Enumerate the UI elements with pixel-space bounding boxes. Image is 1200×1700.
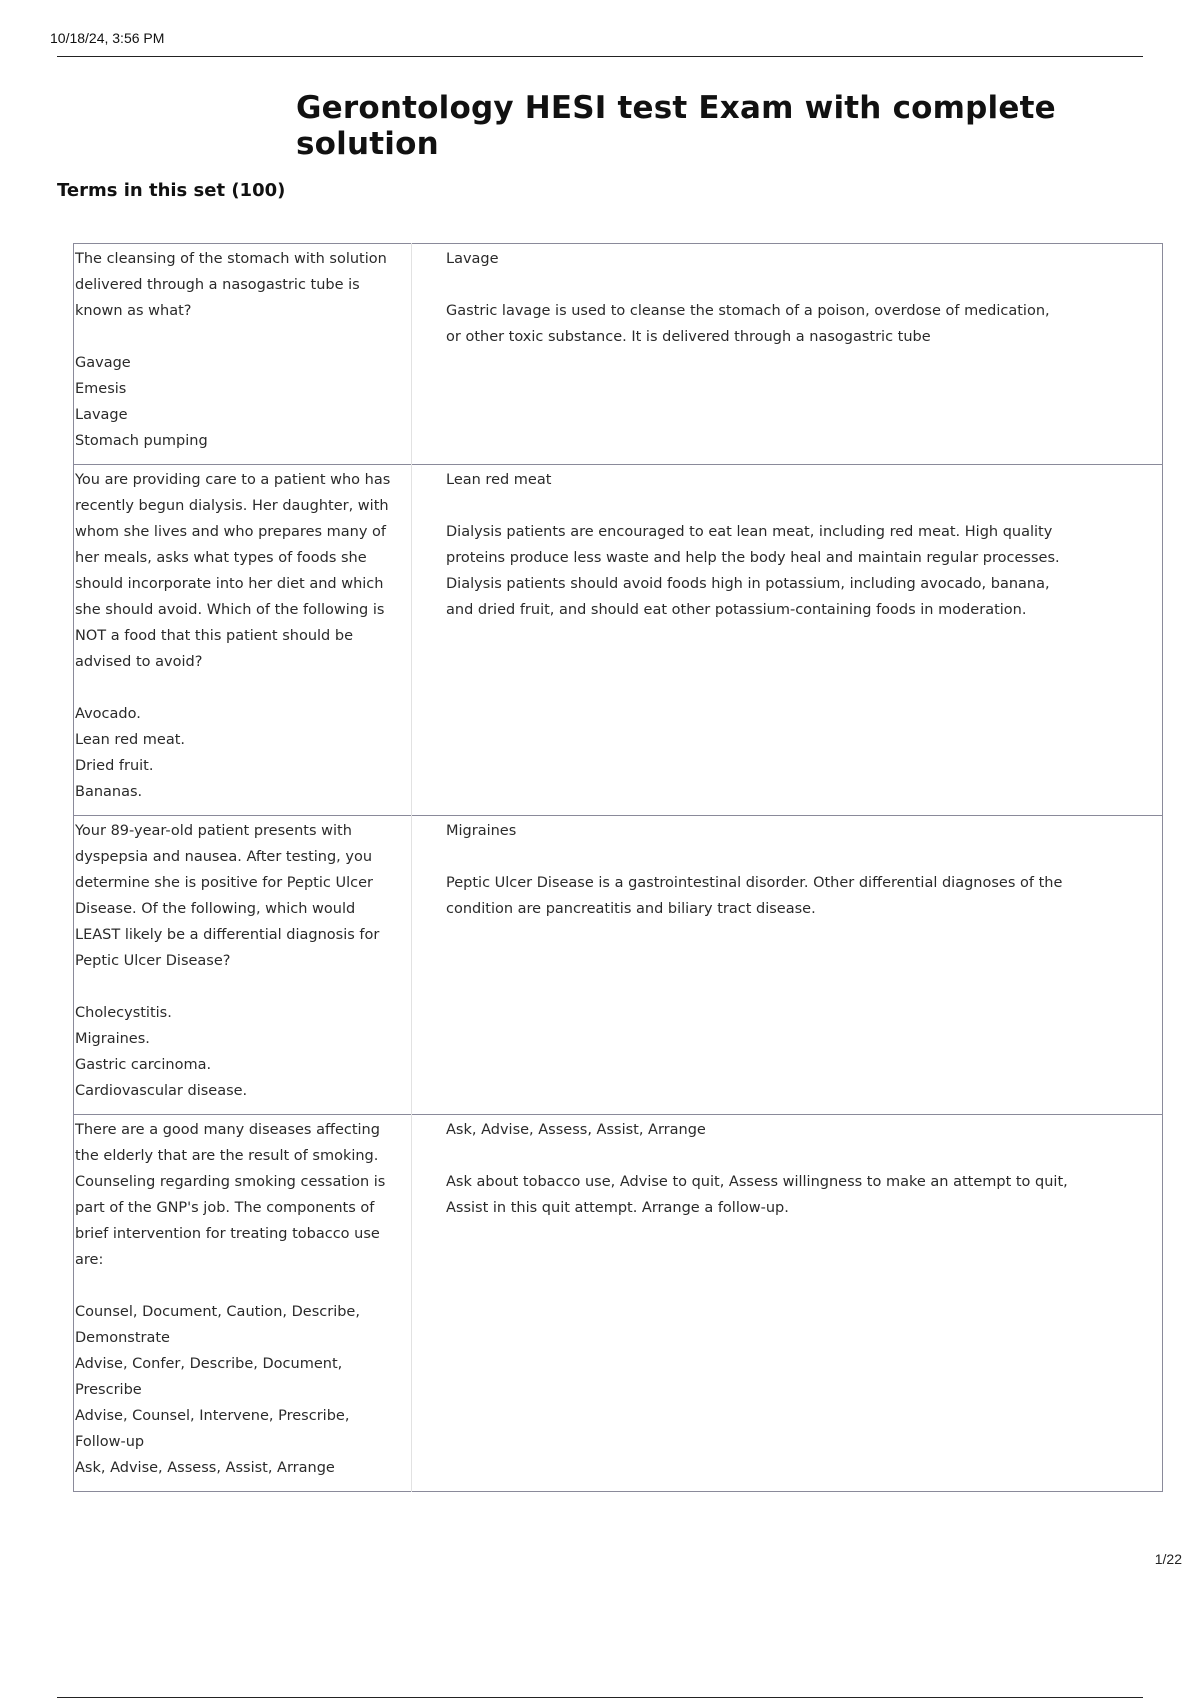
question-text: There are a good many diseases affecting <box>75 1122 380 1138</box>
answer-option: Advise, Confer, Describe, Document, <box>75 1356 343 1372</box>
flashcard-row <box>74 816 1163 1115</box>
term-cell <box>74 1115 412 1492</box>
page-number: 1/22 <box>1154 1551 1182 1567</box>
answer-option: Prescribe <box>75 1382 142 1398</box>
flashcard-list <box>74 244 1163 1492</box>
spacer <box>75 324 411 350</box>
correct-answer: Migraines <box>446 823 517 839</box>
question-text: Peptic Ulcer Disease? <box>75 953 231 969</box>
term-cell <box>74 244 412 465</box>
question-text: her meals, asks what types of foods she <box>75 550 367 566</box>
spacer <box>446 1143 1152 1169</box>
explanation-text: Assist in this quit attempt. Arrange a follow-up. <box>446 1200 789 1216</box>
question-text: You are providing care to a patient who has <box>75 472 391 488</box>
question-text: LEAST likely be a differential diagnosis for <box>75 927 380 943</box>
explanation-text: condition are pancreatitis and biliary tract disease. <box>446 901 816 917</box>
answer-option: Bananas. <box>75 784 143 800</box>
question-text: Counseling regarding smoking cessation is <box>75 1174 386 1190</box>
question-text: delivered through a nasogastric tube is <box>75 277 360 293</box>
question-text: The cleansing of the stomach with solution <box>75 251 387 267</box>
flashcard-row <box>74 244 1163 465</box>
correct-answer: Ask, Advise, Assess, Assist, Arrange <box>446 1122 706 1138</box>
explanation-text: Dialysis patients should avoid foods high in potassium, including avocado, banana, <box>446 576 1050 592</box>
question-text: are: <box>75 1252 104 1268</box>
question-text: part of the GNP's job. The components of <box>75 1200 375 1216</box>
flashcard-row <box>74 1115 1163 1492</box>
terms-count-heading: Terms in this set (100) <box>57 180 286 201</box>
question-text: she should avoid. Which of the following is <box>75 602 385 618</box>
flashcard-row <box>74 465 1163 816</box>
term-cell <box>74 816 412 1115</box>
spacer <box>446 844 1152 870</box>
question-text: determine she is positive for Peptic Ulcer <box>75 875 373 891</box>
definition-cell <box>412 244 1163 465</box>
question-text: the elderly that are the result of smoking. <box>75 1148 379 1164</box>
answer-option: Emesis <box>75 381 127 397</box>
answer-option: Lavage <box>75 407 128 423</box>
answer-option: Gavage <box>75 355 131 371</box>
flashcard-table <box>73 243 1163 1492</box>
question-text: advised to avoid? <box>75 654 203 670</box>
bottom-divider <box>57 1697 1143 1698</box>
page-title: Gerontology HESI test Exam with complete solution <box>296 90 1056 162</box>
correct-answer: Lavage <box>446 251 499 267</box>
spacer <box>446 493 1152 519</box>
answer-option: Cardiovascular disease. <box>75 1083 248 1099</box>
question-text: should incorporate into her diet and which <box>75 576 384 592</box>
spacer <box>446 272 1152 298</box>
question-text: Your 89-year-old patient presents with <box>75 823 352 839</box>
answer-option: Stomach pumping <box>75 433 208 449</box>
explanation-text: Dialysis patients are encouraged to eat lean meat, including red meat. High quality <box>446 524 1053 540</box>
print-timestamp: 10/18/24, 3:56 PM <box>50 30 165 46</box>
answer-option: Dried fruit. <box>75 758 154 774</box>
answer-option: Ask, Advise, Assess, Assist, Arrange <box>75 1460 335 1476</box>
spacer <box>75 974 411 1000</box>
explanation-text: Gastric lavage is used to cleanse the stomach of a poison, overdose of medication, <box>446 303 1050 319</box>
answer-option: Migraines. <box>75 1031 150 1047</box>
explanation-text: Ask about tobacco use, Advise to quit, Assess willingness to make an attempt to quit, <box>446 1174 1068 1190</box>
question-text: recently begun dialysis. Her daughter, with <box>75 498 389 514</box>
question-text: whom she lives and who prepares many of <box>75 524 387 540</box>
answer-option: Advise, Counsel, Intervene, Prescribe, <box>75 1408 350 1424</box>
answer-option: Avocado. <box>75 706 141 722</box>
spacer <box>75 1273 411 1299</box>
answer-option: Counsel, Document, Caution, Describe, <box>75 1304 360 1320</box>
question-text: Disease. Of the following, which would <box>75 901 356 917</box>
definition-cell <box>412 465 1163 816</box>
top-divider <box>57 56 1143 57</box>
answer-option: Follow-up <box>75 1434 145 1450</box>
definition-cell <box>412 816 1163 1115</box>
explanation-text: or other toxic substance. It is delivered through a nasogastric tube <box>446 329 931 345</box>
answer-option: Gastric carcinoma. <box>75 1057 212 1073</box>
explanation-text: and dried fruit, and should eat other potassium-containing foods in moderation. <box>446 602 1027 618</box>
explanation-text: proteins produce less waste and help the body heal and maintain regular processes. <box>446 550 1060 566</box>
question-text: NOT a food that this patient should be <box>75 628 353 644</box>
definition-cell <box>412 1115 1163 1492</box>
question-text: brief intervention for treating tobacco use <box>75 1226 380 1242</box>
answer-option: Demonstrate <box>75 1330 170 1346</box>
answer-option: Cholecystitis. <box>75 1005 172 1021</box>
term-cell <box>74 465 412 816</box>
question-text: known as what? <box>75 303 192 319</box>
answer-option: Lean red meat. <box>75 732 186 748</box>
correct-answer: Lean red meat <box>446 472 552 488</box>
explanation-text: Peptic Ulcer Disease is a gastrointestinal disorder. Other differential diagnoses of the <box>446 875 1063 891</box>
question-text: dyspepsia and nausea. After testing, you <box>75 849 373 865</box>
spacer <box>75 675 411 701</box>
